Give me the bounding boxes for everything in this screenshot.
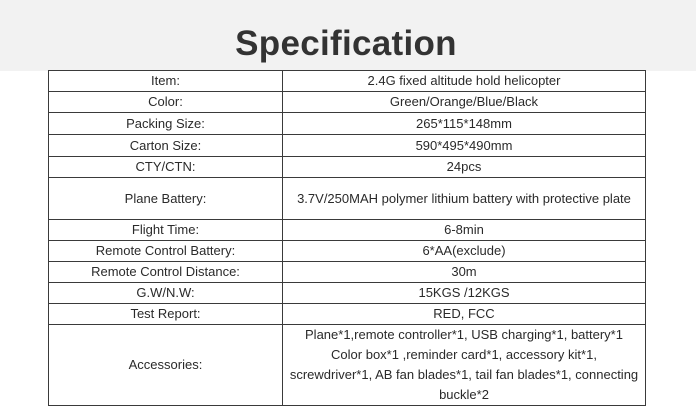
row-label: Packing Size: [49, 113, 283, 135]
row-label: Flight Time: [49, 220, 283, 241]
row-value: 15KGS /12KGS [283, 283, 646, 304]
page-title: Specification [235, 24, 457, 63]
table-row [49, 92, 646, 113]
row-label: Carton Size: [49, 135, 283, 157]
row-value: 2.4G fixed altitude hold helicopter [283, 71, 646, 92]
row-value: 265*115*148mm [283, 113, 646, 135]
table-row [49, 325, 646, 406]
row-value: 3.7V/250MAH polymer lithium battery with protective plate [283, 178, 646, 220]
row-label: Item: [49, 71, 283, 92]
spec-table [48, 70, 646, 406]
table-row [49, 71, 646, 92]
table-row [49, 113, 646, 135]
row-value: Green/Orange/Blue/Black [283, 92, 646, 113]
table-row [49, 283, 646, 304]
row-value: Plane*1,remote controller*1, USB charging*1, battery*1 Color box*1 ,reminder card*1, accessory kit*1, screwdriver*1, AB fan blades*1, tail fan blades*1, connecting buckle*2 [283, 325, 646, 406]
row-label: Plane Battery: [49, 178, 283, 220]
row-value: RED, FCC [283, 304, 646, 325]
row-label: G.W/N.W: [49, 283, 283, 304]
row-label: Test Report: [49, 304, 283, 325]
table-row [49, 157, 646, 178]
table-row [49, 262, 646, 283]
table-row [49, 178, 646, 220]
table-row [49, 304, 646, 325]
row-value: 590*495*490mm [283, 135, 646, 157]
table-row [49, 241, 646, 262]
row-label: CTY/CTN: [49, 157, 283, 178]
row-value: 24pcs [283, 157, 646, 178]
row-label: Remote Control Battery: [49, 241, 283, 262]
row-value: 6*AA(exclude) [283, 241, 646, 262]
table-row [49, 135, 646, 157]
row-label: Remote Control Distance: [49, 262, 283, 283]
row-label: Color: [49, 92, 283, 113]
row-value: 6-8min [283, 220, 646, 241]
table-row [49, 220, 646, 241]
row-label: Accessories: [49, 325, 283, 406]
row-value: 30m [283, 262, 646, 283]
